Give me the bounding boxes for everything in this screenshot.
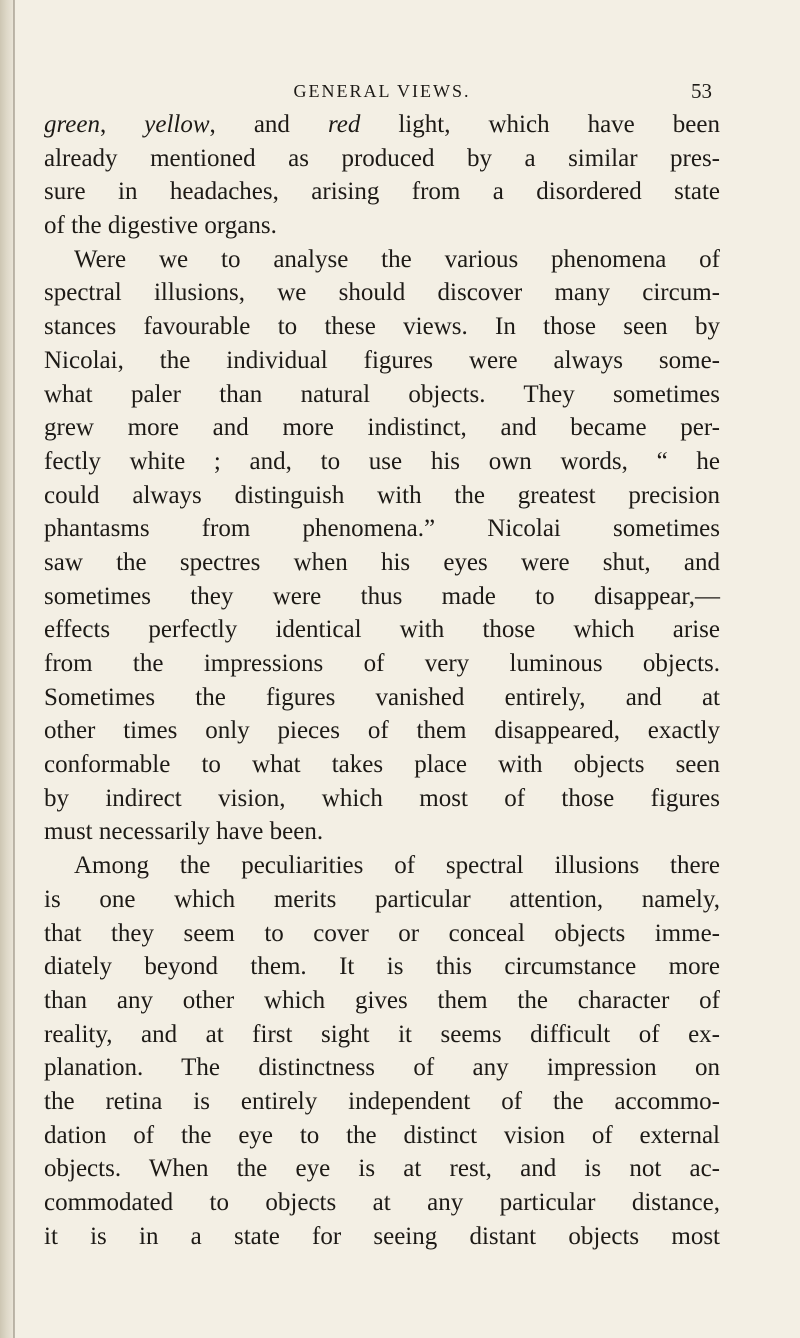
text-line: fectly white ; and, to use his own words, “ he [44,447,720,475]
text-line: other times only pieces of them disappeared, exactly [44,717,720,745]
text-line: Sometimes the figures vanished entirely, and at [44,683,720,711]
book-gutter [0,0,14,1338]
text-line: Were we to analyse the various phenomena of [74,245,720,273]
text-fragment: , [100,111,145,138]
text-line: Among the peculiarities of spectral illusions there [74,852,720,880]
text-line: it is in a state for seeing distant objects most [44,1222,720,1250]
text-line: sure in headaches, arising from a disordered state [44,178,720,206]
running-head [44,78,720,104]
text-line: reality, and at first sight it seems difficult of ex- [44,1020,720,1048]
italic-word: green [44,111,100,138]
gutter-edge [13,0,15,1338]
text-line: stances favourable to these views. In those seen by [44,313,720,341]
text-line [44,108,720,142]
text-line: Nicolai, the individual figures were always some- [44,346,720,374]
text-line: must necessarily have been. [44,818,324,846]
text-line: of the digestive organs. [44,212,277,240]
text-line: grew more and more indistinct, and became per- [44,414,720,442]
text-line: planation. The distinctness of any impression on [44,1054,720,1082]
text-line: the retina is entirely independent of the accommo- [44,1087,720,1115]
text-line: spectral illusions, we should discover many circum- [44,279,720,307]
text-line: objects. When the eye is at rest, and is not ac- [44,1155,720,1183]
book-page [44,0,720,1338]
text-line: saw the spectres when his eyes were shut, and [44,548,720,576]
text-line: from the impressions of very luminous objects. [44,650,720,677]
text-fragment: light, which have been [360,111,720,138]
italic-word: yellow [144,111,210,138]
body-text [44,108,720,1253]
text-fragment: , and [209,111,328,138]
text-line: diately beyond them. It is this circumstance more [44,953,720,981]
text-line: what paler than natural objects. They sometimes [44,380,720,408]
text-line: effects perfectly identical with those which arise [44,616,720,644]
text-line: could always distinguish with the greatest precision [44,481,720,509]
italic-word: red [327,111,361,138]
text-line: dation of the eye to the distinct vision of external [44,1121,720,1149]
text-line: phantasms from phenomena.” Nicolai sometimes [44,515,720,543]
text-line: commodated to objects at any particular distance, [44,1189,720,1216]
text-line: by indirect vision, which most of those figures [44,784,720,812]
text-line: conformable to what takes place with objects seen [44,751,720,779]
text-line: than any other which gives them the character of [44,986,720,1014]
text-line: is one which merits particular attention, namely, [44,885,720,913]
running-head-title: GENERAL VIEWS. [293,81,471,101]
text-line: sometimes they were thus made to disappear,— [44,582,720,610]
page-number: 53 [691,79,712,103]
text-line: that they seem to cover or conceal objects imme- [44,919,720,947]
text-line: already mentioned as produced by a similar pres- [44,144,720,172]
